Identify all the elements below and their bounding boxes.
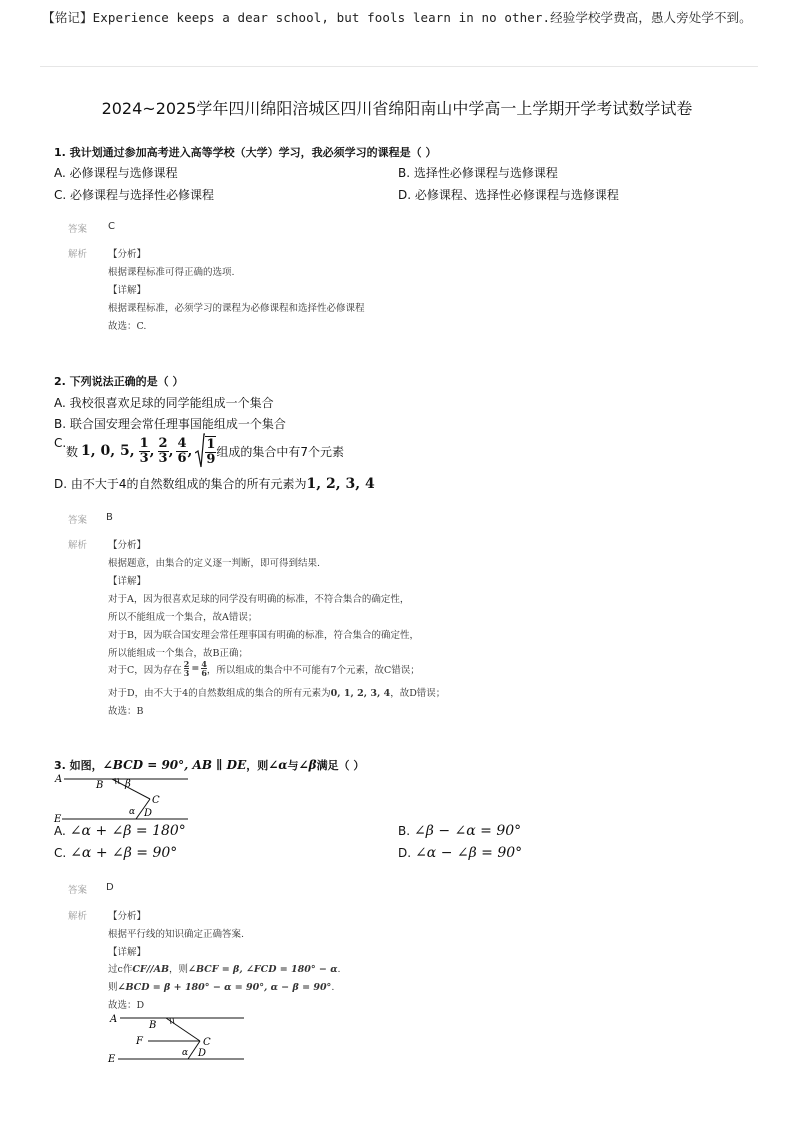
question-2-answer: B [106,512,113,523]
question-3-analysis-line: 【分析】 [108,911,147,922]
question-1-analysis-line: 故选：C. [108,321,147,332]
option-d-math: 1, 2, 3, 4 [306,475,375,492]
page-header-motto: 【铭记】Experience keeps a dear school, but fools learn in no other.经验学校学费高，愚人旁处学不到。 [42,10,752,25]
label-d: D [144,808,153,819]
label-alpha: α [182,1048,189,1058]
question-1-analysis-line: 【分析】 [108,249,147,260]
question-3-analysis-line: 根据平行线的知识确定正确答案. [108,929,245,940]
label-e: E [54,814,62,824]
label-b: B [149,1020,157,1031]
question-1-option-d[interactable]: D. 必修课程、选择性必修课程与选修课程 [398,188,619,202]
question-3-analysis-line-1: 过c作CF//AB，则∠BCF = β, ∠FCD = 180° − α. [108,964,341,975]
label-c: C [152,795,160,806]
sqrt-radical-icon [195,433,205,469]
question-2-analysis-line: 所以不能组成一个集合，故A错误； [108,612,258,623]
label-e: E [108,1054,116,1065]
question-2-option-a[interactable]: A. 我校很喜欢足球的同学能组成一个集合 [54,396,274,410]
option-c-tail: 组成的集合中有7个元素 [216,444,345,459]
question-3-option-b[interactable]: B. ∠β − ∠α = 90° [398,823,522,839]
question-3-answer: D [106,882,114,893]
question-1-option-c[interactable]: C. 必修课程与选择性必修课程 [54,188,215,202]
option-d-text: D. 由不大于4的自然数组成的集合的所有元素为 [54,477,307,491]
question-2-answer-label: 答案 [68,515,88,526]
question-3-option-d[interactable]: D. ∠α − ∠β = 90° [398,845,523,861]
question-3-option-c[interactable]: C. ∠α + ∠β = 90° [54,845,178,861]
question-2-analysis-line: 【详解】 [108,576,147,587]
question-1-analysis-line: 【详解】 [108,285,147,296]
label-d: D [198,1048,207,1059]
question-2-analysis-line-c: 对于C，因为存在 $\frac{2}{3}$ = $\frac{4}{6}$ ，所以组成的集合中不可能有7个元素，故C错误； [108,659,420,678]
option-c-fraction: $\frac{2}{3}$ [158,435,168,466]
question-1-stem: 1. 我计划通过参加高考进入高等学校（大学）学习，我必须学习的课程是（ ） [54,146,437,159]
parallel-lines-auxiliary-figure [106,1010,248,1066]
question-2-analysis-line: 故选：B [108,706,144,717]
option-c-numbers: 1, 0, 5, [81,443,135,459]
label-a: A [55,774,63,785]
label-b: B [96,780,104,791]
question-2-stem: 2. 下列说法正确的是（ ） [54,375,184,388]
option-c-sqrt-fraction: $\frac{1}{9}$ [206,436,216,467]
option-c-fraction: $\frac{1}{3}$ [139,435,149,466]
question-2-analysis-line: 根据题意，由集合的定义逐一判断，即可得到结果. [108,558,321,569]
question-2-option-b[interactable]: B. 联合国安理会常任理事国能组成一个集合 [54,417,286,431]
question-3-answer-label: 答案 [68,885,88,896]
label-a: A [110,1014,118,1025]
question-1-answer-label: 答案 [68,224,88,235]
question-1-option-b[interactable]: B. 选择性必修课程与选修课程 [398,166,558,180]
question-3-analysis-line-2: 则∠BCD = β + 180° − α = 90°, α − β = 90°. [108,982,335,993]
question-1-analysis-line: 根据课程标准可得正确的选项. [108,267,235,278]
header-divider [40,66,758,67]
question-1-option-a[interactable]: A. 必修课程与选修课程 [54,166,178,180]
question-2-option-d[interactable] [54,475,375,492]
question-2-analysis-label: 解析 [68,540,88,551]
question-1-answer: C [108,221,115,232]
label-beta: β [125,779,131,790]
question-1-analysis-line: 根据课程标准，必须学习的课程为必修课程和选择性必修课程 [108,303,365,314]
label-f: F [136,1036,143,1047]
option-c-lead: 数 [66,444,79,459]
question-1-analysis-label: 解析 [68,249,88,260]
question-3-analysis-line: 故选：D [108,1000,145,1011]
question-2-analysis-line: 【分析】 [108,540,147,551]
question-3-stem: 3. 如图， ∠BCD = 90°, AB ∥ DE ，则 ∠α 与 ∠β 满足（ ） [54,758,365,772]
label-c: C [203,1037,211,1048]
question-2-analysis-line: 对于A，因为很喜欢足球的同学没有明确的标准，不符合集合的确定性， [108,594,410,605]
label-alpha: α [129,807,136,817]
option-c-fraction: $\frac{4}{6}$ [177,435,187,466]
question-2-option-c[interactable]: 数 1, 0, 5, $\frac{1}{3}$ , $\frac{2}{3}$ , $\frac{4}{6}$ , $\frac{1}{9}$ 组成的集合中有7个元素 [66,432,344,470]
question-3-option-a[interactable]: A. ∠α + ∠β = 180° [54,823,186,839]
parallel-lines-figure [52,772,192,824]
page-title: 2024~2025学年四川绵阳涪城区四川省绵阳南山中学高一上学期开学考试数学试卷 [101,99,693,118]
question-3-analysis-label: 解析 [68,911,88,922]
question-2-analysis-line-d: 对于D，由不大于4的自然数组成的集合的所有元素为0, 1, 2, 3, 4，故D错误； [108,688,446,699]
question-2-analysis-line: 所以能组成一个集合，故B正确； [108,648,248,659]
question-2-analysis-line: 对于B，因为联合国安理会常任理事国有明确的标准，符合集合的确定性， [108,630,419,641]
question-3-analysis-line: 【详解】 [108,947,147,958]
question-2-option-c-label[interactable]: C. [54,436,67,450]
